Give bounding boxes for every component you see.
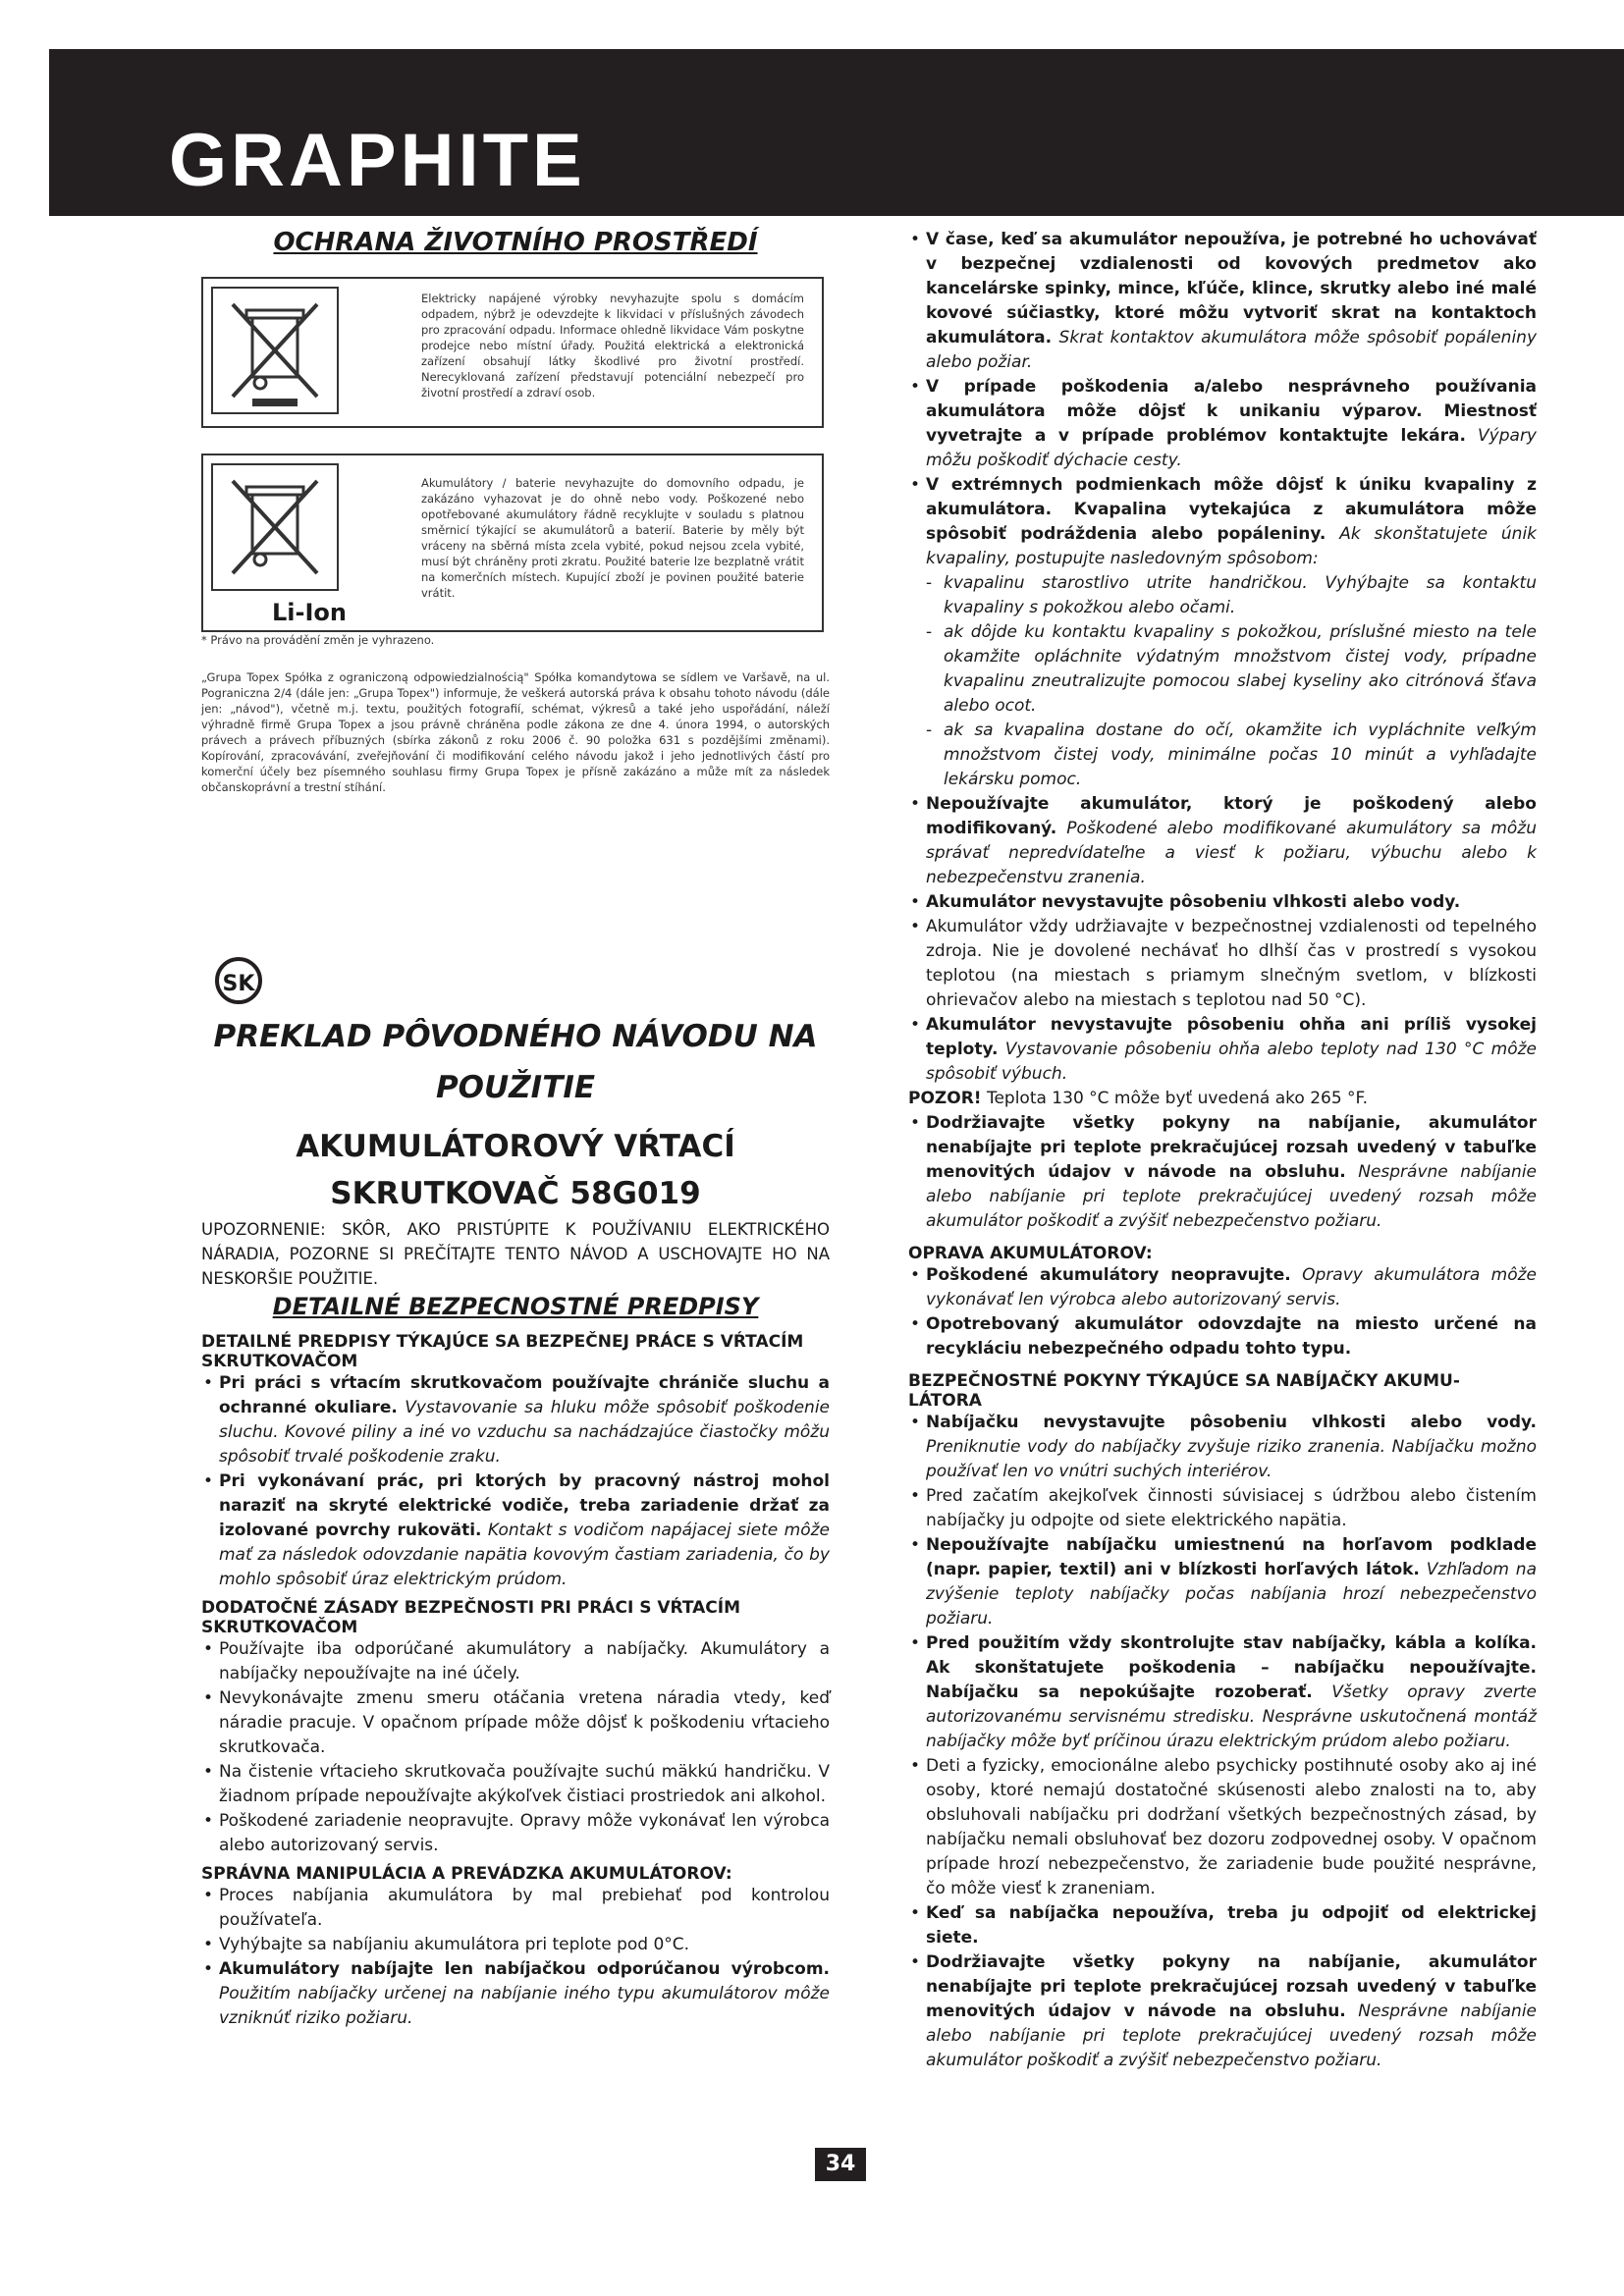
brand-logo: GRAPHITE xyxy=(169,119,586,202)
list-item: • Deti a fyzicky, emocionálne alebo psychicky postihnuté osoby ako aj iné osoby, ktoré nemajú dostatočné skúsenosti alebo znalosti na to, aby obsluhovali nabíjačku pri dodržaní všetkých bezpečnostných zásad, by nabíjačku nemali obsluhovať bez dozoru zodpovednej osoby. V opačnom prípade hrozí nebezpečenstvo, že zariadenie bude použité nesprávne, čo môže viesť k zraneniam. xyxy=(908,1754,1537,1901)
section-heading: DODATOČNÉ ZÁSADY BEZPEČNOSTI PRI PRÁCI S VŔTACÍM SKRUTKOVAČOM xyxy=(201,1598,741,1637)
weee-box xyxy=(201,277,824,428)
detail-title: DETAILNÉ BEZPECNOSTNÉ PREDPISY xyxy=(272,1293,759,1320)
sub-list-item: - ak sa kvapalina dostane do očí, okamžite ich vypláchnite veľkým množstvom čistej vody, minimálne počas 10 minút a vyhľadajte lekársku pomoc. xyxy=(908,719,1537,792)
list-item: • Na čistenie vŕtacieho skrutkovača používajte suchú mäkkú handričku. V žiadnom prípade nepoužívajte akýkoľvek čistiaci prostriedok ani alkohol. xyxy=(201,1760,830,1809)
list-item: • Pri práci s vŕtacím skrutkovačom používajte chrániče sluchu a ochranné okuliare. Vystavovanie sa hluku môže spôsobiť poškodenie sluchu. Kovové piliny a iné vo vzduchu sa nachádzajúce čiastočky môžu spôsobiť trvalé poškodenie zraku. xyxy=(201,1371,830,1469)
list-item: • Nepoužívajte akumulátor, ktorý je poškodený alebo modifikovaný. Poškodené alebo modifikované akumulátory sa môžu správať nepredvídateľne a viesť k požiaru, výbuchu alebo k nebezpečenstvu zranenia. xyxy=(908,792,1537,890)
list-item: • Používajte iba odporúčané akumulátory a nabíjačky. Akumulátory a nabíjačky nepoužívajte na iné účely. xyxy=(201,1637,830,1686)
copyright-text: „Grupa Topex Spółka z ograniczoną odpowiedzialnością" Spółka komandytowa se sídlem ve Varšavě, na ul. Pograniczna 2/4 (dále jen: „Grupa Topex") informuje, že veškerá autorská práva k obsahu tohoto návodu (dále jen: „návod"), včetně m.j. textu, použitých fotografií, schémat, výkresů a také jeho uspořádání, náleží výhradně firmě Grupa Topex a jsou právně chráněna podle zákona ze dne 4. února 1994, o autorských právech a právech příbuzných (sbírka zákonů z roku 2006 č. 90 položka 631 s pozdějšími změnami). Kopírování, zpracovávání, zveřejňování či modifikování celého návodu jakož i jeho jednotlivých částí pro komerční účely bez písemného souhlasu firmy Grupa Topex je přísně zakázáno a může mít za následek občanskoprávní a trestní stíhání. xyxy=(201,670,830,794)
list-item: • Dodržiavajte všetky pokyny na nabíjanie, akumulátor nenabíjajte pri teplote prekračujúcej rozsah uvedený v tabuľke menovitých údajov v návode na obsluhu. Nesprávne nabíjanie alebo nabíjanie pri teplote prekračujúcej uvedený rozsah môže akumulátor poškodiť a zvýšiť nebezpečenstvo požiaru. xyxy=(908,1950,1537,2073)
list-item: • Poškodené akumulátory neopravujte. Opravy akumulátora môže vykonávať len výrobca alebo autorizovaný servis. xyxy=(908,1263,1537,1312)
list-item: • V extrémnych podmienkach môže dôjsť k úniku kvapaliny z akumulátora. Kvapalina vytekajúca z akumulátora môže spôsobiť podráždenia alebo popáleniny. Ak skonštatujete únik kvapaliny, postupujte nasledovným spôsobom: xyxy=(908,473,1537,571)
battery-box xyxy=(201,454,824,632)
list-item: • Pred začatím akejkoľvek činnosti súvisiacej s údržbou alebo čistením nabíjačky ju odpojte od siete elektrického napätia. xyxy=(908,1484,1537,1533)
list-item: • Akumulátor nevystavujte pôsobeniu ohňa ani príliš vysokej teploty. Vystavovanie pôsobeniu ohňa alebo teploty nad 130 °C môže spôsobiť výbuch. xyxy=(908,1013,1537,1087)
env-title: OCHRANA ŽIVOTNÍHO PROSTŘEDÍ xyxy=(273,228,758,257)
list-item: • Akumulátor vždy udržiavajte v bezpečnostnej vzdialenosti od tepelného zdroja. Nie je dovolené nechávať ho dlhší čas v prostredí s vysokou teplotou (na miestach s priamym slnečným svetlom, v blízkosti ohrievačov alebo na miestach s teplotou nad 50 °C). xyxy=(908,915,1537,1013)
sk-language-badge: SK xyxy=(215,957,262,1004)
list-item: • Vyhýbajte sa nabíjaniu akumulátora pri teplote pod 0°C. xyxy=(201,1933,830,1957)
section-heading: BEZPEČNOSTNÉ POKYNY TÝKAJÚCE SA NABÍJAČKY AKUMU- LÁTORA xyxy=(908,1371,1460,1411)
battery-text: Akumulátory / baterie nevyhazujte do domovního odpadu, je zakázáno vyhazovat je do ohně nebo vody. Poškozené nebo opotřebované akumulátory řádně recyklujte v souladu s platnou směrnicí týkající se akumulátorů a baterií. Baterie by měly být vráceny na sběrná místa zcela vybité, pokud nejsou zcela vybité, musí být chráněny proti zkratu. Použité baterie lze bezplatně vrátit na komerčních místech. Kupující zboží je povinen použité baterie vrátit. xyxy=(421,476,804,600)
translation-title-1: PREKLAD PÔVODNÉHO NÁVODU NA xyxy=(213,1019,818,1054)
list-item: • Nevykonávajte zmenu smeru otáčania vretena náradia vtedy, keď náradie pracuje. V opačnom prípade môže dôjsť k poškodeniu vŕtacieho skrutkovača. xyxy=(201,1686,830,1760)
sub-list-item: - kvapalinu starostlivo utrite handričkou. Vyhýbajte sa kontaktu kvapaliny s pokožkou alebo očami. xyxy=(908,571,1537,620)
weee-text: Elektricky napájené výrobky nevyhazujte spolu s domácím odpadem, nýbrž je odevzdejte k likvidaci v příslušných závodech pro zpracování odpadu. Informace ohledně likvidace Vám poskytne prodejce nebo místní úřady. Použitá elektrická a elektronická zařízení obsahují látky škodlivé pro životní prostředí. Nerecyklovaná zařízení představují potenciální nebezpečí pro životní prostředí a zdraví osob. xyxy=(421,292,804,400)
product-title-1: AKUMULÁTOROVÝ VŔTACÍ xyxy=(296,1129,735,1164)
list-item: • Dodržiavajte všetky pokyny na nabíjanie, akumulátor nenabíjajte pri teplote prekračujúcej rozsah uvedený v tabuľke menovitých údajov v návode na obsluhu. Nesprávne nabíjanie alebo nabíjanie pri teplote prekračujúcej uvedený rozsah môže akumulátor poškodiť a zvýšiť nebezpečenstvo požiaru. xyxy=(908,1111,1537,1234)
crossed-bin-icon xyxy=(211,287,339,414)
list-item: • Nepoužívajte nabíjačku umiestnenú na horľavom podklade (napr. papier, textil) ani v blízkosti horľavých látok. Vzhľadom na zvýšenie teploty nabíjačky počas nabíjania hrozí nebezpečenstvo požiaru. xyxy=(908,1533,1537,1631)
list-item: • Keď sa nabíjačka nepoužíva, treba ju odpojiť od elektrickej siete. xyxy=(908,1901,1537,1950)
list-item: • Pri vykonávaní prác, pri ktorých by pracovný nástroj mohol naraziť na skryté elektrické vodiče, treba zariadenie držať za izolované povrchy rukoväti. Kontakt s vodičom napájacej siete môže mať za následok odovzdanie napätia kovovým častiam zariadenia, čo by mohlo spôsobiť úraz elektrickým prúdom. xyxy=(201,1469,830,1592)
list-item: • Poškodené zariadenie neopravujte. Opravy môže vykonávať len výrobca alebo autorizovaný servis. xyxy=(201,1809,830,1858)
section-heading: OPRAVA AKUMULÁTOROV: xyxy=(908,1244,1153,1263)
caution-note: POZOR! Teplota 130 °C môže byť uvedená ako 265 °F. xyxy=(908,1089,1369,1108)
changes-note: * Právo na provádění změn je vyhrazeno. xyxy=(201,633,435,647)
list-item: • V prípade poškodenia a/alebo nesprávneho používania akumulátora môže dôjsť k unikaniu výparov. Miestnosť vyvetrajte a v prípade problémov kontaktujte lekára. Výpary môžu poškodiť dýchacie cesty. xyxy=(908,375,1537,473)
crossed-bin-battery-icon xyxy=(211,463,339,591)
section-heading: DETAILNÉ PREDPISY TÝKAJÚCE SA BEZPEČNEJ PRÁCE S VŔTACÍM SKRUTKOVAČOM xyxy=(201,1332,804,1371)
sub-list-item: - ak dôjde ku kontaktu kvapaliny s pokožkou, príslušné miesto na tele okamžite opláchnite výdatným množstvom čistej vody, prípadne kvapalinu zneutralizujte pomocou slabej kyseliny ako citrónová šťava alebo ocot. xyxy=(908,620,1537,719)
list-item: • Proces nabíjania akumulátora by mal prebiehať pod kontrolou používateľa. xyxy=(201,1884,830,1933)
list-item: • Opotrebovaný akumulátor odovzdajte na miesto určené na recykláciu nebezpečného odpadu tohto typu. xyxy=(908,1312,1537,1362)
liion-label: Li-Ion xyxy=(272,599,347,626)
list-item: • Pred použitím vždy skontrolujte stav nabíjačky, kábla a kolíka. Ak skonštatujete poškodenia – nabíjačku nepoužívajte. Nabíjačku sa nepokúšajte rozoberať. Všetky opravy zverte autorizovanému servisnému stredisku. Nesprávne uskutočnená montáž nabíjačky môže byť príčinou úrazu elektrickým prúdom alebo požiaru. xyxy=(908,1631,1537,1754)
product-title-2: SKRUTKOVAČ 58G019 xyxy=(330,1176,701,1211)
page-number: 34 xyxy=(815,2148,866,2181)
translation-title-2: POUŽITIE xyxy=(435,1070,596,1105)
list-item: • Akumulátory nabíjajte len nabíjačkou odporúčanou výrobcom. Použitím nabíjačky určenej na nabíjanie iného typu akumulátorov môže vzniknúť riziko požiaru. xyxy=(201,1957,830,2031)
list-item: • Nabíjačku nevystavujte pôsobeniu vlhkosti alebo vody. Preniknutie vody do nabíjačky zvyšuje riziko zranenia. Nabíjačku možno používať len vo vnútri suchých interiérov. xyxy=(908,1411,1537,1484)
warning-text: UPOZORNENIE: SKÔR, AKO PRISTÚPITE K POUŽÍVANIU ELEKTRICKÉHO NÁRADIA, POZORNE SI PREČÍTAJTE TENTO NÁVOD A USCHOVAJTE HO NA NESKORŠIE POUŽITIE. xyxy=(201,1220,830,1288)
section-heading: SPRÁVNA MANIPULÁCIA A PREVÁDZKA AKUMULÁTOROV: xyxy=(201,1864,732,1884)
list-item: • V čase, keď sa akumulátor nepoužíva, je potrebné ho uchovávať v bezpečnej vzdialenosti od kovových predmetov ako kancelárske spinky, mince, kľúče, klince, skrutky alebo iné malé kovové súčiastky, ktoré môžu vytvoriť skrat na kontaktoch akumulátora. Skrat kontaktov akumulátora môže spôsobiť popáleniny alebo požiar. xyxy=(908,228,1537,375)
list-item: • Akumulátor nevystavujte pôsobeniu vlhkosti alebo vody. xyxy=(908,890,1537,915)
